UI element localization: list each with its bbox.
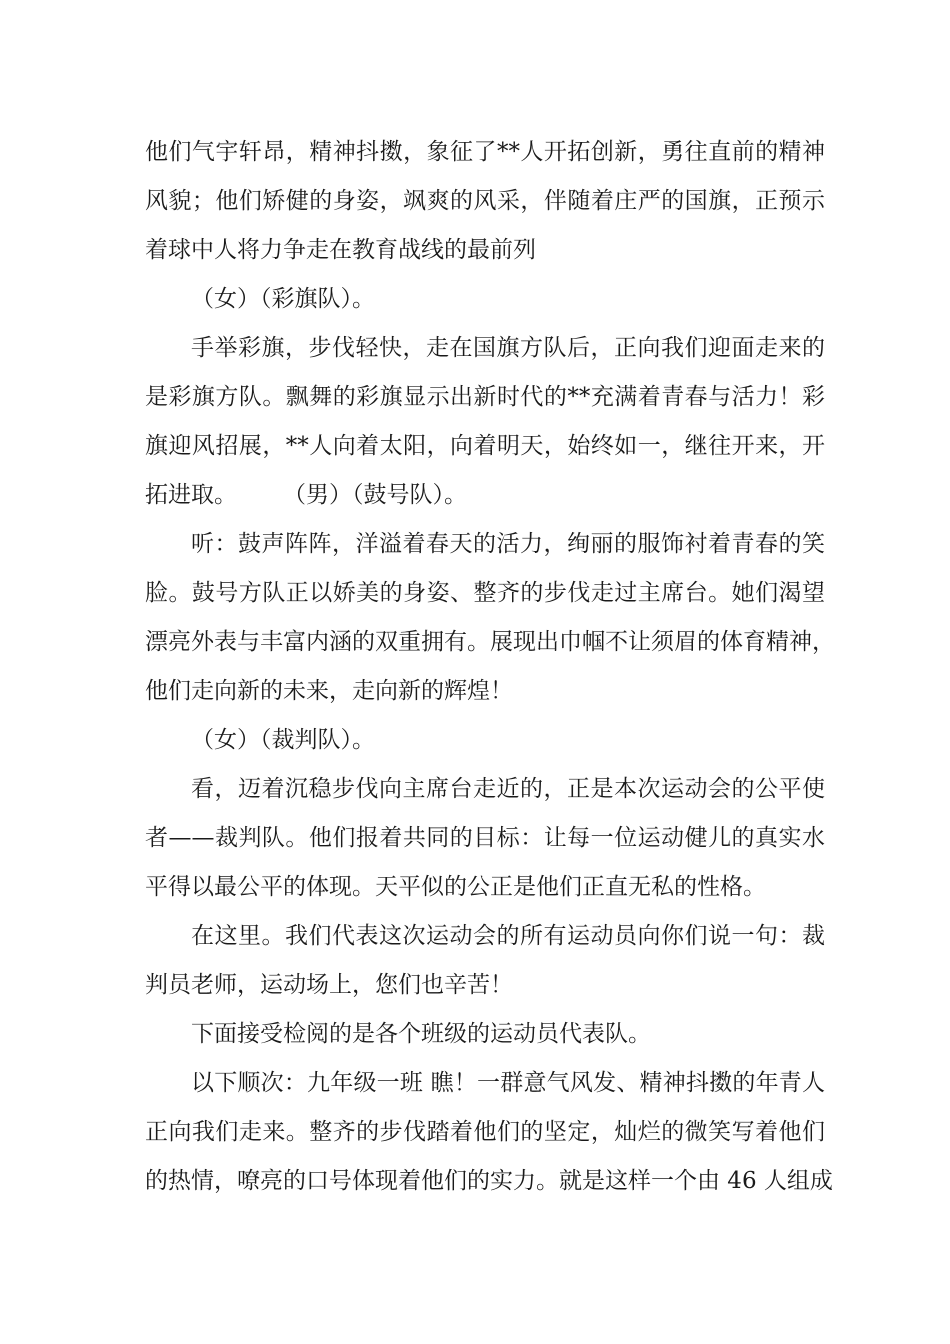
text-line: 看，迈着沉稳步伐向主席台走近的，正是本次运动会的公平使: [191, 776, 825, 802]
text-line: 平得以最公平的体现。天平似的公正是他们正直无私的性格。: [145, 874, 766, 900]
text-line: 听：鼓声阵阵，洋溢着春天的活力，绚丽的服饰衬着青春的笑: [191, 531, 825, 557]
text-line: 他们气宇轩昂，精神抖擞，象征了**人开拓创新，勇往直前的精神: [145, 139, 825, 165]
text-line: 以下顺次：九年级一班 瞧！一群意气风发、精神抖擞的年青人: [191, 1070, 825, 1096]
text-line: 判员老师，运动场上，您们也辛苦！: [145, 972, 513, 998]
text-line: 拓进取。 （男）（鼓号队）。: [145, 482, 467, 508]
text-line: 正向我们走来。整齐的步伐踏着他们的坚定，灿烂的微笑写着他们: [145, 1119, 825, 1145]
section-heading: （女）（彩旗队）。: [191, 286, 375, 312]
text-line: 在这里。我们代表这次运动会的所有运动员向你们说一句：裁: [191, 923, 825, 949]
section-heading: （女）（裁判队）。: [191, 727, 375, 753]
text-line: 漂亮外表与丰富内涵的双重拥有。展现出巾帼不让须眉的体育精神，: [145, 629, 835, 655]
text-line: 的热情，嘹亮的口号体现着他们的实力。就是这样一个由 46 人组成: [145, 1168, 833, 1194]
text-line: 手举彩旗，步伐轻快，走在国旗方队后，正向我们迎面走来的: [191, 335, 825, 361]
text-line: 脸。鼓号方队正以娇美的身姿、整齐的步伐走过主席台。她们渴望: [145, 580, 825, 606]
text-line: 下面接受检阅的是各个班级的运动员代表队。: [191, 1021, 651, 1047]
text-line: 者——裁判队。他们报着共同的目标：让每一位运动健儿的真实水: [145, 825, 825, 851]
text-line: 是彩旗方队。飘舞的彩旗显示出新时代的**充满着青春与活力！彩: [145, 384, 825, 410]
text-line: 风貌；他们矫健的身姿，飒爽的风采，伴随着庄严的国旗，正预示: [145, 188, 825, 214]
text-line: 旗迎风招展，**人向着太阳，向着明天，始终如一，继往开来，开: [145, 433, 825, 459]
text-line: 他们走向新的未来，走向新的辉煌！: [145, 678, 513, 704]
text-line: 着球中人将力争走在教育战线的最前列: [145, 237, 536, 263]
